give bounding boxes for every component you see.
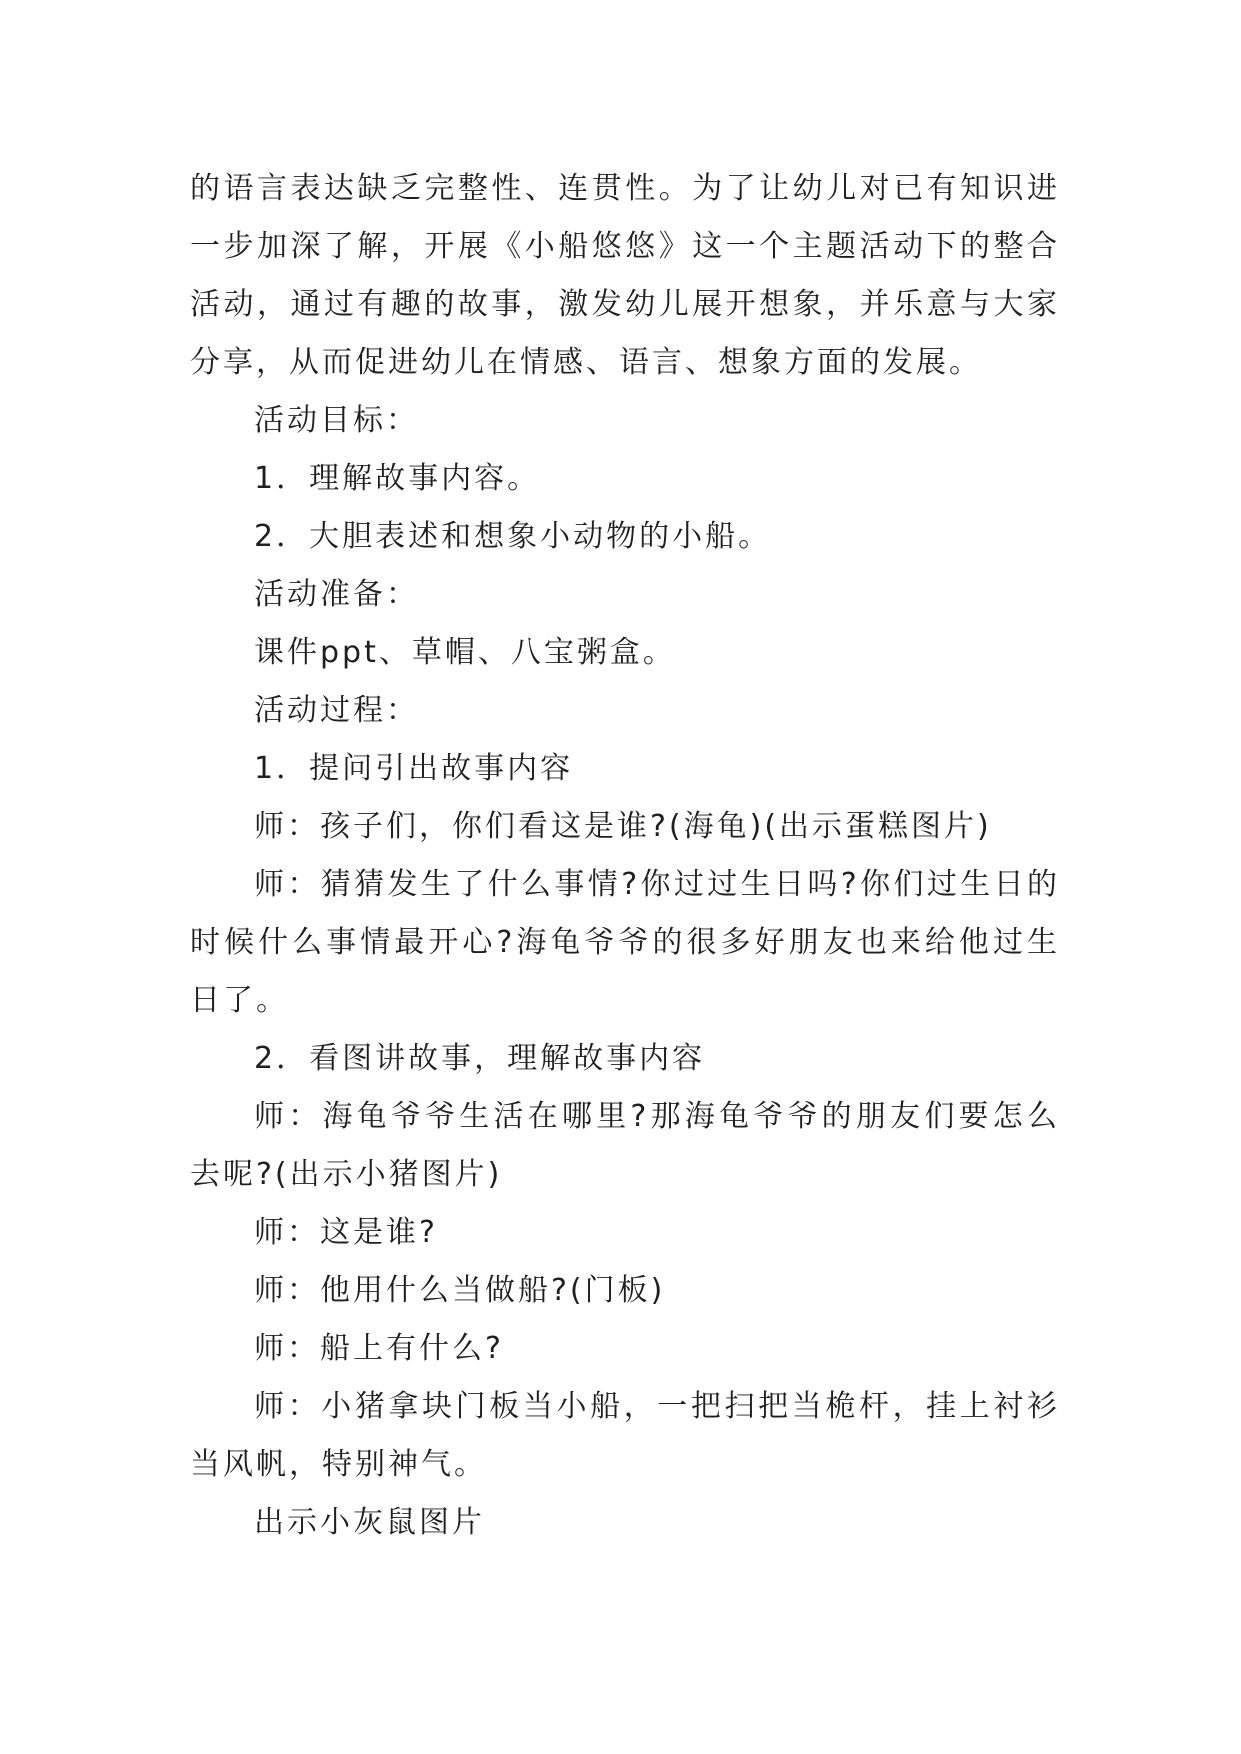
process-step-1: 1．提问引出故事内容: [254, 751, 574, 786]
dialogue-line: 师：他用什么当做船?(门板): [254, 1273, 666, 1308]
goal-item-2: 2．大胆表述和想象小动物的小船。: [254, 519, 772, 554]
dialogue-line: 师：猜猜发生了什么事情?你过过生日吗?你们过生日的时候什么事情最开心?海龟爷爷的很多好朋友也来给他过生日了。: [190, 867, 1060, 1018]
dialogue-line: 师：这是谁?: [254, 1215, 438, 1250]
process-step-2: 2．看图讲故事，理解故事内容: [254, 1041, 706, 1076]
dialogue-line: 师：船上有什么?: [254, 1331, 504, 1366]
goal-item-1: 1．理解故事内容。: [254, 461, 541, 496]
document-body: [190, 160, 1060, 1552]
paragraph-continuation: 的语言表达缺乏完整性、连贯性。为了让幼儿对已有知识进一步加深了解，开展《小船悠悠》这一个主题活动下的整合活动，通过有趣的故事，激发幼儿展开想象，并乐意与大家分享，从而促进幼儿在情感、语言、想象方面的发展。: [190, 171, 1060, 380]
heading-activity-process: 活动过程：: [254, 693, 419, 728]
instruction-line: 出示小灰鼠图片: [254, 1505, 485, 1540]
dialogue-line: 师：海龟爷爷生活在哪里?那海龟爷爷的朋友们要怎么去呢?(出示小猪图片): [190, 1099, 1060, 1192]
dialogue-line: 师：小猪拿块门板当小船，一把扫把当桅杆，挂上衬衫当风帆，特别神气。: [190, 1389, 1060, 1482]
heading-activity-preparation: 活动准备：: [254, 577, 419, 612]
preparation-materials: 课件ppt、草帽、八宝粥盒。: [254, 635, 676, 670]
dialogue-line: 师：孩子们，你们看这是谁?(海龟)(出示蛋糕图片): [254, 809, 992, 844]
heading-activity-goals: 活动目标：: [254, 403, 419, 438]
